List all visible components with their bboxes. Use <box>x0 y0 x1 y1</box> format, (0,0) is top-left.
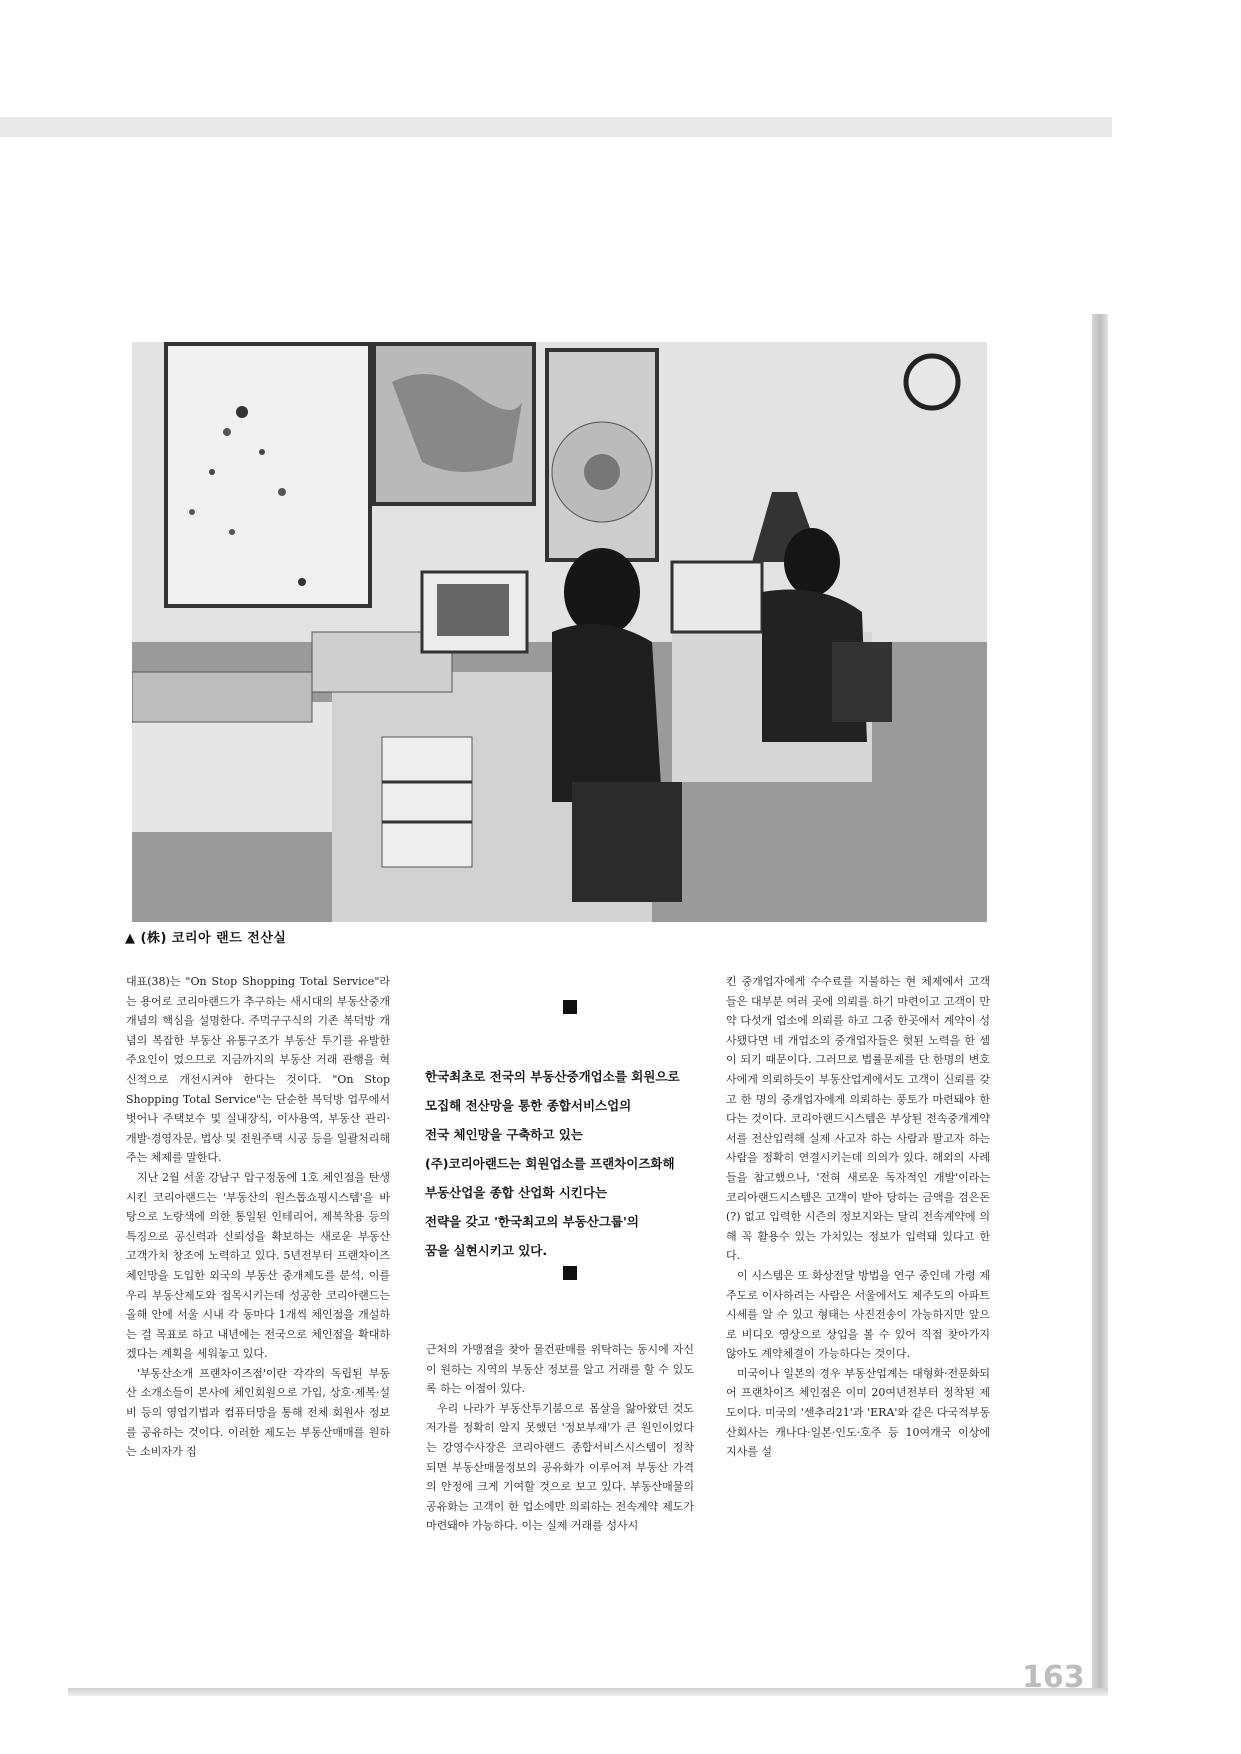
pull-quote <box>425 1062 715 1265</box>
office-photo <box>132 342 987 922</box>
top-scan-band <box>0 117 1112 137</box>
pull-quote-line: 부동산업을 종합 산업화 시킨다는 <box>425 1185 608 1200</box>
pull-quote-line: 모집해 전산망을 통한 종합서비스업의 <box>425 1098 632 1113</box>
pull-quote-line: (주)코리아랜드는 회원업소를 프랜차이즈화해 <box>425 1156 675 1171</box>
page-edge-shadow <box>1092 314 1108 1694</box>
paragraph: 지난 2월 서울 강남구 압구정동에 1호 체인점을 탄생시킨 코리아랜드는 '부동산의 원스톱쇼핑시스템'을 바탕으로 노랑색에 의한 통일된 인테리어, 제복착용 등의 특징으로 공신력과 신뢰성을 확보하는 새로운 부동산 고객가치 창조에 노력하고 있다. 5년전부터 프랜차이즈 체인망을 도입한 외국의 부동산 중개제도를 분석, 이를 우리 부동산제도와 접목시키는데 성공한 코리아랜드는 올해 안에 서울 시내 각 동마다 1개씩 체인점을 개설하는 걸 목표로 하고 내년에는 전국으로 체인점을 확대하겠다는 계획을 세워놓고 있다. <box>126 1170 390 1361</box>
paragraph: 우리 나라가 부동산투기붐으로 몸살을 앓아왔던 것도 저가를 정확히 알지 못했던 '정보부재'가 큰 원인이었다는 강영수사장은 코리아랜드 종합서비스시스템이 정착되면 부동산매물정보의 공유화가 이루어져 부동산 가격의 안정에 크게 기여할 것으로 보고 있다. 부동산매물의 공유화는 고객이 한 업소에만 의뢰하는 전속계약 제도가 마련돼야 가능하다. 이는 실제 거래를 성사시 <box>426 1401 694 1533</box>
paragraph: 미국이나 일본의 경우 부동산업계는 대형화·전문화되어 프랜차이즈 체인점은 이미 20여년전부터 정착된 제도이다. 미국의 '센추리21'과 'ERA'와 같은 다국적부동산회사는 캐나다·일본·인도·호주 등 10여개국 이상에 지사를 설 <box>726 1366 990 1459</box>
paragraph: 대표(38)는 "On Stop Shopping Total Service"라는 용어로 코리아랜드가 추구하는 새시대의 부동산중개 개념의 핵심을 설명한다. 주먹구구식의 기존 복덕방 개념의 복잡한 부동산 유통구조가 부동산 투기를 유발한 주요인이 었으므로 지금까지의 부동산 거래 관행을 혁신적으로 개선시켜야 한다는 것이다. "On Stop Shopping Total Service"는 단순한 복덕방 업무에서 벗어나 주택보수 및 실내장식, 이사용역, 부동산 관리·개발·경영자문, 법상 및 전원주택 시공 등을 일괄처리해 주는 체제를 말한다. <box>126 975 390 1165</box>
photo-caption: ▲ (株) 코리아 랜드 전산실 <box>125 931 287 946</box>
article-column-1 <box>126 972 390 1632</box>
pull-quote-line: 전국 체인망을 구축하고 있는 <box>425 1127 583 1142</box>
article-column-3 <box>726 972 990 1632</box>
page-bottom-shadow <box>68 1688 1108 1696</box>
paragraph: 킨 중개업자에게 수수료를 지불하는 현 체제에서 고객들은 대부분 여러 곳에 의뢰를 하기 마련이고 고객이 만약 다섯개 업소에 의뢰를 하고 그중 한곳에서 계약이 성사됐다면 네 개업소의 중개업자들은 헛된 노력을 한 셈이 되기 때문이다. 그러므로 법률문제를 단 한명의 변호사에게 의뢰하듯이 부동산업계에서도 고객이 신뢰를 갖고 한 명의 중개업자에게 의뢰하는 풍토가 마련돼야 한다는 것이다. 코리아랜드시스템은 부상된 전속중개계약서를 전산입력해 실제 사고자 하는 사람과 팔고자 하는 사람을 정확히 연결시키는데 의의가 있다. 해외의 사례들을 참고했으나, '전혀 새로운 독자적인 개발'이라는 코리아랜드시스템은 고객이 받아 당하는 금액을 검은돈(?) 없고 입력한 시즌의 정보지와는 달리 전속계약에 의해 꼭 활용수 있는 가치있는 정보가 입력돼 있다고 한다. <box>726 975 990 1263</box>
pull-quote-line: 꿈을 실현시키고 있다. <box>425 1243 548 1258</box>
paragraph: '부동산소개 프랜차이즈점'이란 각각의 독립된 부동산 소개소들이 본사에 체인회원으로 가입, 상호·제복·설비 등의 영업기법과 컴퓨터망을 통해 전체 회원사 정보를 공유하는 것이다. 이러한 제도는 부동산매매를 원하는 소비자가 집 <box>126 1366 390 1459</box>
pull-quote-line: 전략을 갖고 '한국최고의 부동산그룹'의 <box>425 1214 639 1229</box>
article-column-2 <box>426 1340 694 1634</box>
paragraph: 근처의 가맹점을 찾아 물건판매를 위탁하는 동시에 자신이 원하는 지역의 부동산 정보를 알고 거래를 할 수 있도록 하는 이점이 있다. <box>426 1343 694 1396</box>
decorative-square <box>563 1000 577 1014</box>
paragraph: 이 시스템은 또 화상전달 방법을 연구 중인데 가령 제주도로 이사하려는 사람은 서울에서도 제주도의 아파트시세를 알 수 있고 형태는 사진전송이 가능하지만 앞으로 비디오 영상으로 상입을 볼 수 있어 직접 찾아가지 않아도 계약체결이 가능하다는 것이다. <box>726 1268 990 1361</box>
pull-quote-line: 한국최초로 전국의 부동산중개업소를 회원으로 <box>425 1069 680 1084</box>
page-number: 163 <box>1022 1660 1085 1695</box>
decorative-square <box>563 1266 577 1280</box>
